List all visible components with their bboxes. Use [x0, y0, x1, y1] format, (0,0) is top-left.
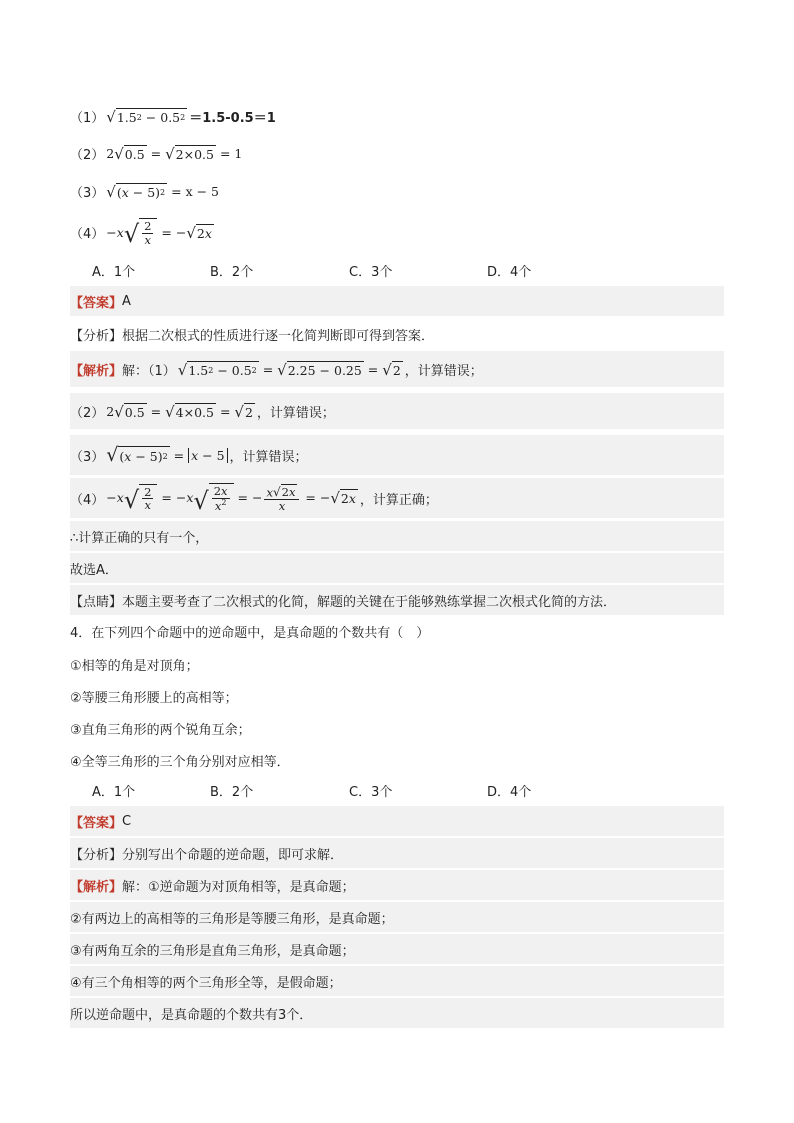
- comment-tag: 【点睛】: [70, 594, 123, 610]
- q4-solution-line-2: [70, 902, 724, 932]
- option-c[interactable]: C．3个: [349, 785, 393, 800]
- solution-text: 解：①逆命题为对顶角相等，是真命题；: [122, 879, 355, 895]
- q3-conclusion: [70, 521, 724, 551]
- math-expression: √ ( x − 5) 2 = x − 5: [106, 446, 227, 465]
- q4-answer: [70, 806, 724, 836]
- item-number: （1）: [70, 110, 105, 126]
- solution-tag: 【解析】: [70, 363, 123, 379]
- math-expression: 2 √ 0.5 = √ 2×0.5 = 1: [106, 144, 243, 163]
- math-expression: − x √ $\frac{2}{x}$ = − √ 2 x: [106, 218, 212, 249]
- item-result: ＝1.5-0.5＝1: [189, 110, 276, 126]
- q4-prop-2: [70, 683, 724, 709]
- step-number: （4）: [70, 492, 105, 508]
- q4-prop-1: [70, 651, 724, 677]
- analysis-tag: 【分析】: [70, 328, 123, 344]
- q4-solution-line-1: [70, 870, 724, 900]
- proposition: ③直角三角形的两个锐角互余；: [70, 722, 251, 738]
- analysis-text: 根据二次根式的性质进行逐一化简判断即可得到答案．: [122, 328, 435, 344]
- option-d[interactable]: D．4个: [487, 265, 532, 280]
- solution-text: ②有两边上的高相等的三角形是等腰三角形，是真命题；: [70, 911, 394, 927]
- q3-solution-line-3: [70, 435, 724, 475]
- q4-options: [92, 781, 531, 800]
- q3-item-2: [70, 143, 724, 163]
- math-expression: 2 √ 0.5 = √ 4×0.5 = √ 2: [106, 402, 253, 421]
- q3-answer: [70, 286, 724, 316]
- q4-analysis: [70, 838, 724, 868]
- step-number: （3）: [70, 449, 105, 465]
- math-expression: √ 1.5 2 − 0.5 2 = √ 2.25 − 0.25 = √ 2: [177, 360, 401, 379]
- option-a[interactable]: A．1个: [92, 265, 136, 280]
- q3-options: [92, 261, 531, 280]
- proposition: ④全等三角形的三个角分别对应相等．: [70, 754, 290, 770]
- q3-comment: [70, 585, 724, 615]
- final-text: 所以逆命题中，是真命题的个数共有3个．: [70, 1007, 313, 1023]
- proposition: ①相等的角是对顶角；: [70, 658, 199, 674]
- option-b[interactable]: B．2个: [210, 785, 254, 800]
- answer-tag: 【答案】: [70, 295, 123, 311]
- solution-lead: 解：（1）: [122, 363, 176, 379]
- comment-text: 本题主要考查了二次根式的化简，解题的关键在于能够熟练掌握二次根式化简的方法．: [122, 594, 617, 610]
- q4-final: [70, 998, 724, 1028]
- q4-prop-4: [70, 747, 724, 773]
- q4-solution-line-3: [70, 934, 724, 964]
- q3-item-3: [70, 180, 724, 202]
- item-result: x − 5: [185, 183, 219, 199]
- q4-prop-3: [70, 715, 724, 741]
- q3-item-4: [70, 214, 724, 250]
- q4-solution-line-4: [70, 966, 724, 996]
- item-result: 1: [234, 145, 243, 161]
- item-number: （3）: [70, 185, 105, 201]
- item-number: （2）: [70, 147, 105, 163]
- step-tail: ，计算错误；: [404, 363, 483, 379]
- q3-item-1: [70, 106, 724, 126]
- answer-value: A: [122, 293, 131, 309]
- option-c[interactable]: C．3个: [349, 265, 393, 280]
- option-a[interactable]: A．1个: [92, 785, 136, 800]
- q4-stem: [70, 618, 724, 644]
- math-expression: √ 1.5 2 − 0.5 2: [106, 107, 186, 126]
- item-number: （4）: [70, 226, 105, 242]
- option-d[interactable]: D．4个: [487, 785, 532, 800]
- answer-value: C: [122, 813, 132, 829]
- solution-tag: 【解析】: [70, 879, 123, 895]
- choose-text: 故选A．: [70, 562, 118, 578]
- step-tail: ，计算错误；: [256, 405, 335, 421]
- q3-analysis: [70, 319, 724, 349]
- math-expression: − x √ $\frac{2}{x}$ = − x √ $\frac{2x}{x^2}$ = − x √ 2 x x = − √ 2 x: [106, 484, 356, 515]
- proposition: ②等腰三角形腰上的高相等；: [70, 690, 238, 706]
- solution-text: ③有两角互余的三角形是直角三角形，是真命题；: [70, 943, 355, 959]
- q3-solution-line-2: [70, 393, 724, 429]
- math-expression: √ ( x − 5) 2 = x − 5: [106, 182, 219, 201]
- step-number: （2）: [70, 405, 105, 421]
- solution-text: ④有三个角相等的两个三角形全等，是假命题；: [70, 975, 342, 991]
- option-b[interactable]: B．2个: [210, 265, 254, 280]
- step-tail: ，计算正确；: [359, 492, 438, 508]
- q3-solution-line-1: [70, 351, 724, 387]
- analysis-tag: 【分析】: [70, 847, 123, 863]
- q3-solution-line-4: [70, 478, 724, 518]
- analysis-text: 分别写出个命题的逆命题，即可求解．: [122, 847, 344, 863]
- answer-tag: 【答案】: [70, 815, 123, 831]
- conclusion-text: ∴计算正确的只有一个，: [70, 530, 209, 546]
- step-tail: ，计算错误；: [229, 449, 308, 465]
- q3-choose: [70, 553, 724, 583]
- question-stem: 4．在下列四个命题中的逆命题中，是真命题的个数共有（ ）: [70, 625, 430, 641]
